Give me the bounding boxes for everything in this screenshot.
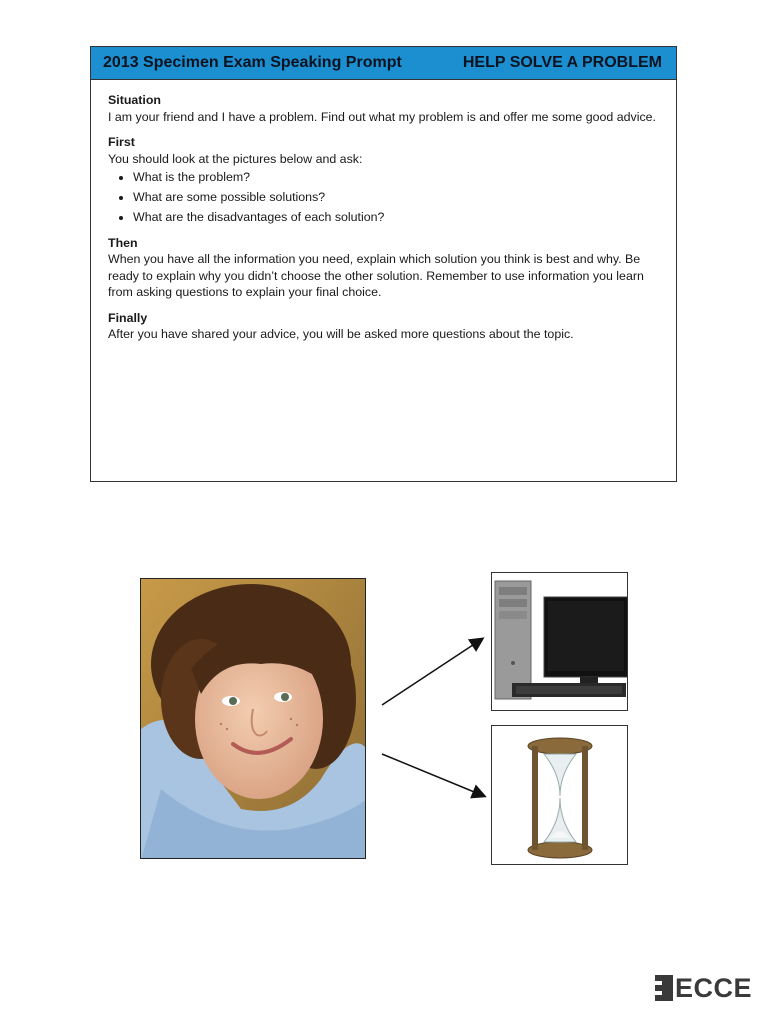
then-section <box>108 235 659 301</box>
ecce-logo-mark-icon <box>655 975 673 1001</box>
task-title: HELP SOLVE A PROBLEM <box>462 54 662 71</box>
first-text: You should look at the pictures below and ask: <box>108 151 363 166</box>
then-text: When you have all the information you need, explain which solution you think is best and why. Be ready to explain why you didn’t choose the other solution. Remember to use information you learn from asking questions to explain your final choice. <box>108 252 644 299</box>
arrow-to-computer <box>382 639 482 705</box>
first-heading: First <box>108 135 135 149</box>
exam-title: 2013 Specimen Exam Speaking Prompt <box>103 54 402 71</box>
situation-section <box>108 92 659 125</box>
finally-heading: Finally <box>108 310 148 325</box>
question-list <box>108 169 659 226</box>
question-item: • What are some possible solutions? <box>133 189 659 206</box>
first-section <box>108 134 659 226</box>
question-item: • What is the problem? <box>133 169 659 186</box>
prompt-header <box>91 47 676 80</box>
finally-text: After you have shared your advice, you will be asked more questions about the topic. <box>108 327 574 341</box>
prompt-body <box>91 80 676 343</box>
boy-photo <box>140 578 366 859</box>
arrow-to-hourglass <box>382 754 484 796</box>
hourglass-icon <box>491 725 628 865</box>
ecce-logo <box>655 974 752 1002</box>
finally-section <box>108 310 659 343</box>
situation-heading: Situation <box>108 93 161 107</box>
then-heading: Then <box>108 235 138 250</box>
ecce-logo-text: ECCE <box>675 972 753 1003</box>
question-item: • What are the disadvantages of each solution? <box>133 209 659 226</box>
speaking-prompt-box <box>90 46 677 482</box>
desktop-computer-icon <box>491 572 628 711</box>
situation-text: I am your friend and I have a problem. Find out what my problem is and offer me some good advice. <box>108 109 656 124</box>
